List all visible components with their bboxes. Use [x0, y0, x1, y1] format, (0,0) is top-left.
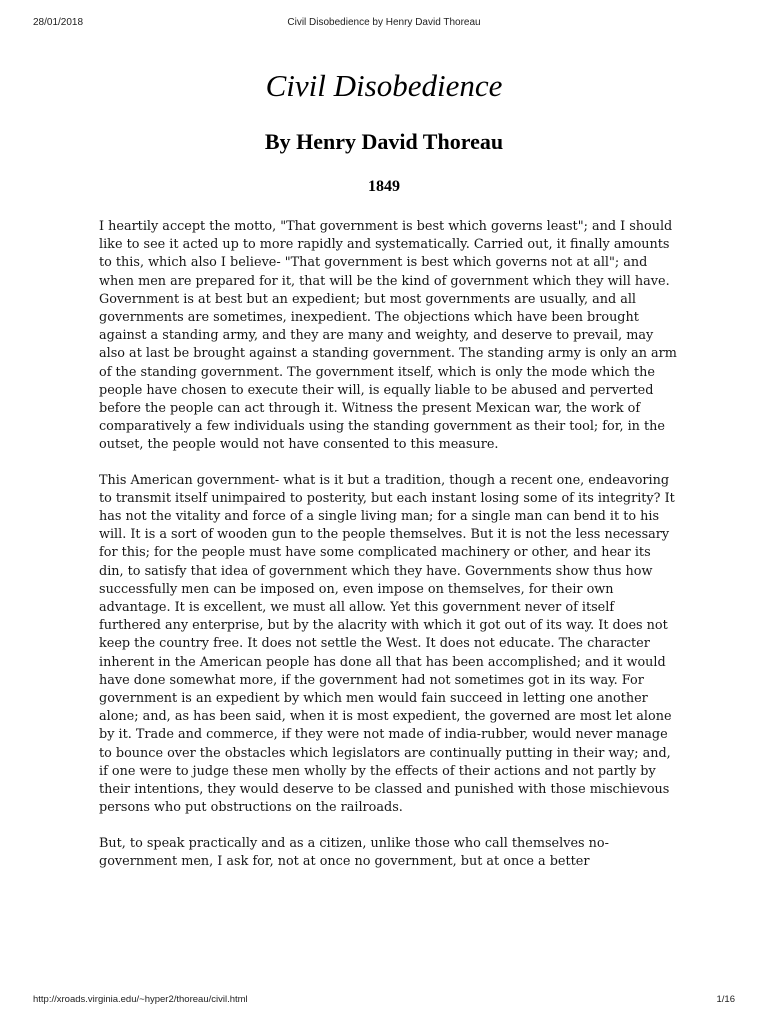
- page-number: 1/16: [716, 994, 735, 1005]
- print-document-title: Civil Disobedience by Henry David Thoreau: [287, 17, 481, 28]
- document-body: [99, 218, 677, 888]
- paragraph-2: This American government- what is it but a tradition, though a recent one, endeavoring to transmit itself unimpaired to posterity, but each instant losing some of its integrity? It has not the vitality and force of a single living man; for a single man can bend it to his will. It is a sort of wooden gun to the people themselves. But it is not the less necessary for this; for the people must have some complicated machinery or other, and hear its din, to satisfy that idea of government which they have. Governments show thus how successfully men can be imposed on, even impose on themselves, for their own advantage. It is excellent, we must all allow. Yet this government never of itself furthered any enterprise, but by the alacrity with which it got out of its way. It does not keep the country free. It does not settle the West. It does not educate. The character inherent in the American people has done all that has been accomplished; and it would have done somewhat more, if the government had not sometimes got in its way. For government is an expedient by which men would fain succeed in letting one another alone; and, as has been said, when it is most expedient, the governed are most let alone by it. Trade and commerce, if they were not made of india-rubber, would never manage to bounce over the obstacles which legislators are continually putting in their way; and, if one were to judge these men wholly by the effects of their actions and not partly by their intentions, they would deserve to be classed and punished with those mischievous persons who put obstructions on the railroads.: [99, 472, 675, 816]
- print-date: 28/01/2018: [33, 17, 84, 28]
- source-url: http://xroads.virginia.edu/~hyper2/thoreau/civil.html: [33, 994, 248, 1005]
- author-byline: By Henry David Thoreau: [264, 129, 504, 154]
- publication-year: 1849: [368, 178, 400, 195]
- document-title: Civil Disobedience: [265, 68, 503, 103]
- print-header: [33, 17, 735, 31]
- print-footer: [33, 994, 735, 1008]
- paragraph-1: I heartily accept the motto, "That government is best which governs least"; and I should like to see it acted up to more rapidly and systematically. Carried out, it finally amounts to this, which also I believe- "That government is best which governs not at all"; and when men are prepared for it, that will be the kind of government which they will have. Government is at best but an expedient; but most governments are usually, and all governments are sometimes, inexpedient. The objections which have been brought against a standing army, and they are many and weighty, and deserve to prevail, may also at last be brought against a standing government. The standing army is only an arm of the standing government. The government itself, which is only the mode which the people have chosen to execute their will, is equally liable to be abused and perverted before the people can act through it. Witness the present Mexican war, the work of comparatively a few individuals using the standing government as their tool; for, in the outset, the people would not have consented to this measure.: [99, 219, 677, 453]
- paragraph-3: But, to speak practically and as a citizen, unlike those who call themselves no-government men, I ask for, not at once no government, but at once a better: [99, 835, 609, 869]
